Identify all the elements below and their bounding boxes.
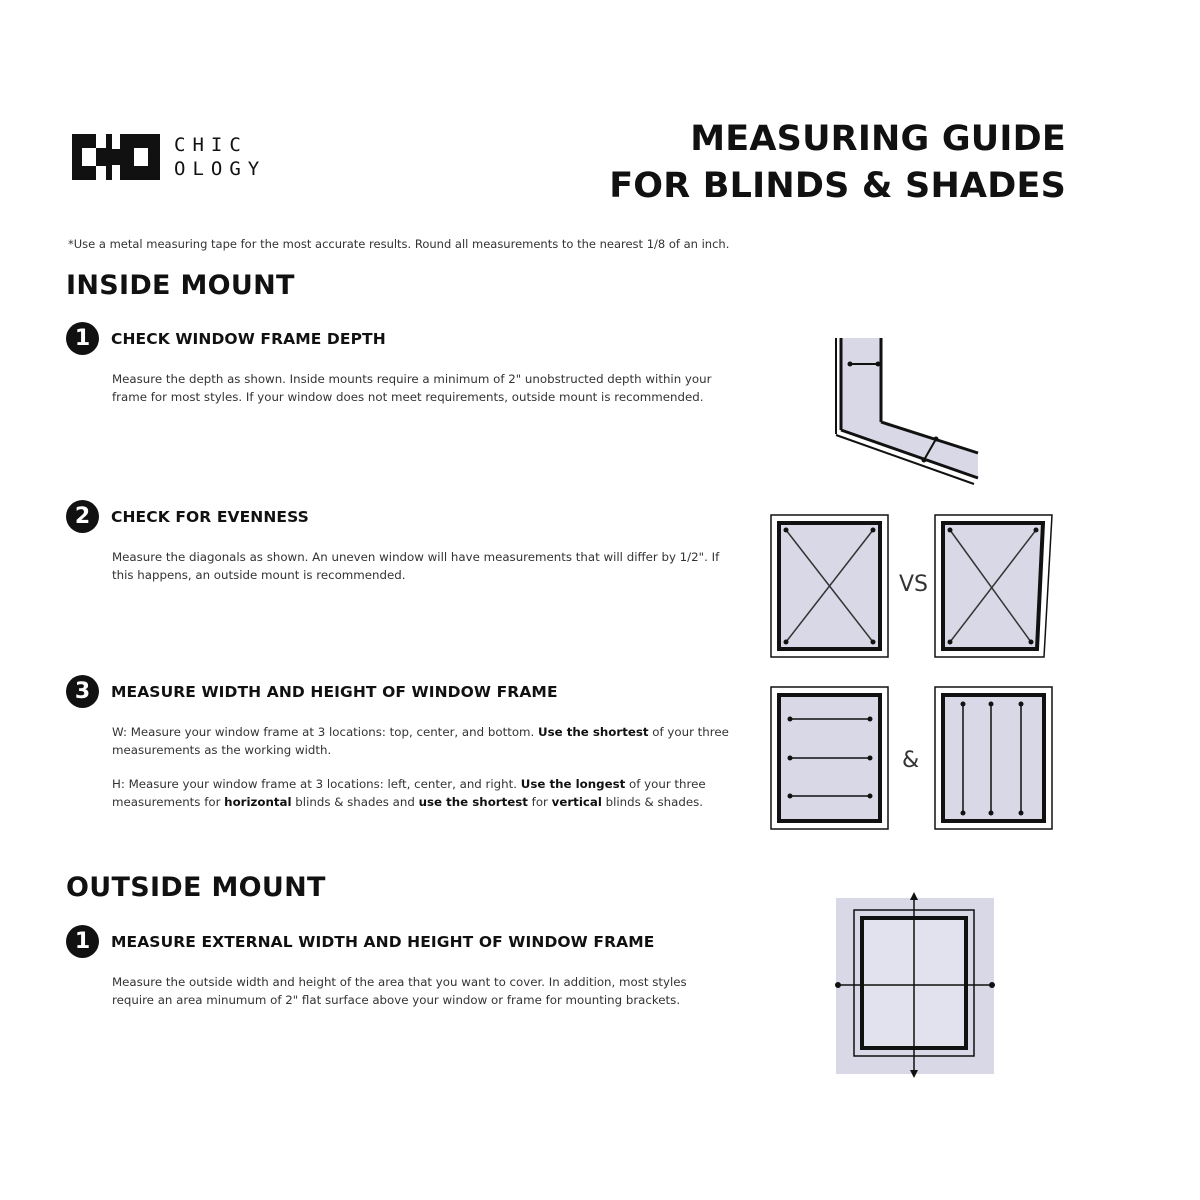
outside-step-1 bbox=[66, 925, 746, 1009]
step-title: MEASURE WIDTH AND HEIGHT OF WINDOW FRAME bbox=[111, 682, 558, 701]
uneven-window-diagram bbox=[934, 514, 1054, 659]
inside-step-3 bbox=[66, 675, 746, 811]
page-title bbox=[609, 116, 1066, 210]
inside-step-1 bbox=[66, 322, 746, 406]
brand-name-line2: OLOGY bbox=[174, 158, 267, 180]
title-line2: FOR BLINDS & SHADES bbox=[609, 166, 1066, 206]
measuring-note: *Use a metal measuring tape for the most accurate results. Round all measurements to the nearest 1/8 of an inch. bbox=[68, 237, 730, 251]
step-number-badge: 1 bbox=[66, 322, 99, 355]
step-description bbox=[112, 724, 742, 811]
step-description bbox=[112, 549, 742, 584]
title-line1: MEASURING GUIDE bbox=[690, 119, 1066, 159]
step-title: MEASURE EXTERNAL WIDTH AND HEIGHT OF WINDOW FRAME bbox=[111, 932, 655, 951]
height-measure-diagram bbox=[934, 686, 1054, 831]
chicology-logo-icon bbox=[72, 134, 160, 180]
width-instructions: W: Measure your window frame at 3 locations: top, center, and bottom. Use the shortest of your three measurements as the working width. bbox=[112, 725, 729, 757]
step-description-text: Measure the diagonals as shown. An uneven window will have measurements that will differ by 1/2". If this happens, an outside mount is recommended. bbox=[112, 550, 720, 582]
step-description bbox=[112, 974, 732, 1009]
step-number-badge: 2 bbox=[66, 500, 99, 533]
height-instructions: H: Measure your window frame at 3 locations: left, center, and right. Use the longest of your three measurements for horizontal blinds & shades and use the shortest for vertical blinds & shades. bbox=[112, 777, 706, 809]
versus-label: VS bbox=[899, 572, 929, 597]
even-window-diagram bbox=[770, 514, 890, 659]
step-number-badge: 1 bbox=[66, 925, 99, 958]
step-description-text: Measure the depth as shown. Inside mounts require a minimum of 2" unobstructed depth within your frame for most styles. If your window does not meet requirements, outside mount is recommended. bbox=[112, 372, 712, 404]
outside-mount-diagram bbox=[834, 890, 996, 1080]
step-title: CHECK FOR EVENNESS bbox=[111, 507, 309, 526]
inside-mount-heading: INSIDE MOUNT bbox=[66, 270, 295, 301]
step-description bbox=[112, 371, 732, 406]
ampersand-label: & bbox=[902, 748, 920, 773]
frame-depth-diagram bbox=[826, 332, 986, 492]
inside-step-2 bbox=[66, 500, 746, 584]
width-measure-diagram bbox=[770, 686, 890, 831]
step-title: CHECK WINDOW FRAME DEPTH bbox=[111, 329, 386, 348]
step-description-text: Measure the outside width and height of the area that you want to cover. In addition, most styles require an area minumum of 2" flat surface above your window or frame for mounting brackets. bbox=[112, 975, 687, 1007]
step-number-badge: 3 bbox=[66, 675, 99, 708]
brand-logo bbox=[72, 133, 266, 181]
outside-mount-heading: OUTSIDE MOUNT bbox=[66, 872, 326, 903]
brand-name bbox=[174, 133, 266, 181]
brand-name-line1: CHIC bbox=[174, 134, 248, 156]
